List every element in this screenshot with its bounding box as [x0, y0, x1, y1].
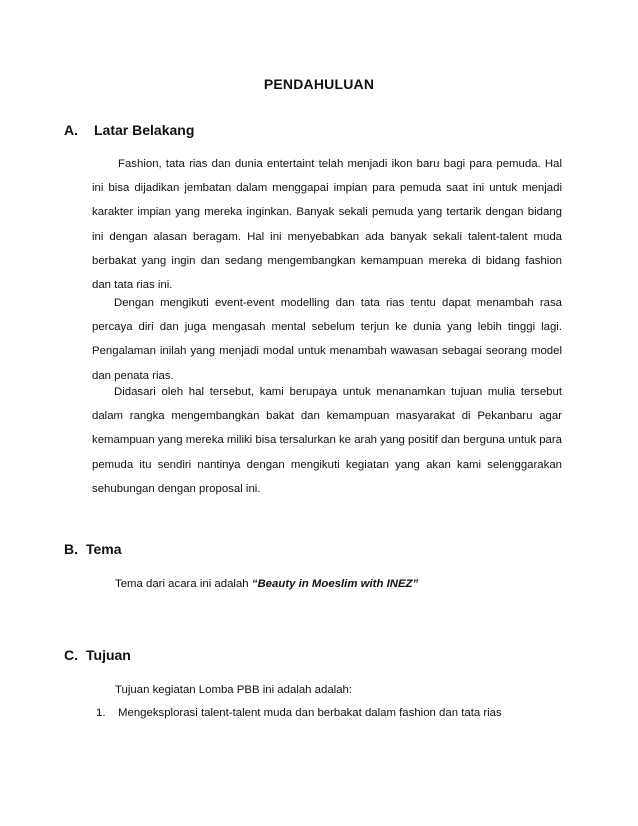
section-c-title: Tujuan [86, 647, 131, 663]
paragraph-2 [92, 291, 562, 388]
section-b-title: Tema [86, 541, 122, 557]
page-title: PENDAHULUAN [263, 76, 375, 92]
paragraph-1 [92, 152, 562, 297]
section-a-heading [64, 122, 194, 138]
section-b-heading [64, 541, 122, 557]
section-a-title: Latar Belakang [94, 122, 195, 138]
theme-line [115, 578, 418, 590]
section-c-number: C. [64, 647, 78, 663]
paragraph-3-text: Didasari oleh hal tersebut, kami berupaya untuk menanamkan tujuan mulia tersebut dalam rangka mengembangkan bakat dan kemampuan masyarakat di Pekanbaru agar kemampuan yang mereka miliki bisa tersalurkan ke arah yang positif dan berguna untuk para pemuda itu sendiri nantinya dengan mengikuti kegiatan yang akan kami selenggarakan sehubungan dengan proposal ini. [92, 386, 562, 495]
list-item [96, 707, 502, 719]
paragraph-1-text: Fashion, tata rias dan dunia entertaint telah menjadi ikon baru bagi para pemuda. Hal ini bisa dijadikan jembatan dalam menggapai impian para pemuda saat ini untuk menjadi karakter impian yang mereka inginkan. Banyak sekali pemuda yang tertarik dengan bidang ini dengan alasan beragam. Hal ini menyebabkan ada banyak sekali talent-talent muda berbakat yang ingin dan sedang mengembangkan kemampuan mereka di bidang fashion dan tata rias ini. [92, 158, 562, 292]
paragraph-2-text: Dengan mengikuti event-event modelling dan tata rias tentu dapat menambah rasa percaya diri dan juga mengasah mental sebelum terjun ke dunia yang lebih tinggi lagi. Pengalaman inilah yang menjadi modal untuk menambah wawasan sebagai seorang model dan penata rias. [92, 297, 562, 382]
list-item-number: 1. [96, 707, 106, 719]
paragraph-3 [92, 380, 562, 501]
list-item-text: Mengeksplorasi talent-talent muda dan berbakat dalam fashion dan tata rias [118, 707, 502, 719]
section-b-number: B. [64, 541, 78, 557]
theme-title: “Beauty in Moeslim with INEZ” [251, 578, 419, 590]
section-c-heading [64, 647, 131, 663]
section-a-number: A. [64, 122, 78, 138]
theme-prefix: Tema dari acara ini adalah [115, 578, 252, 590]
objective-intro: Tujuan kegiatan Lomba PBB ini adalah adalah: [115, 684, 353, 696]
